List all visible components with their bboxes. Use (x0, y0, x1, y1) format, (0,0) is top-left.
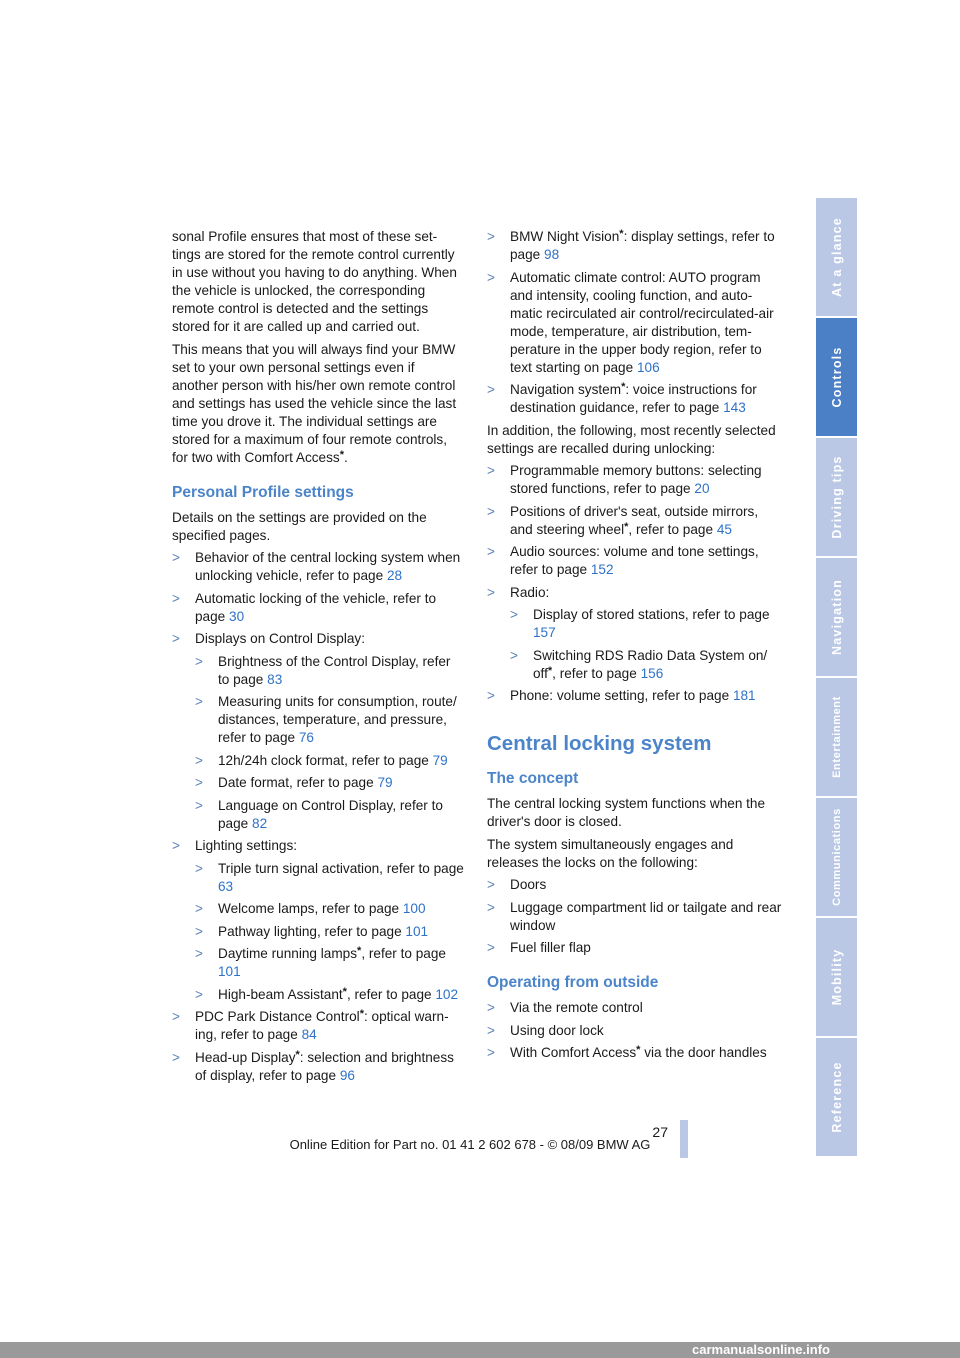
page-link[interactable]: 143 (723, 400, 746, 415)
tab-mobility[interactable]: Mobility (816, 918, 857, 1036)
bullet-arrow-icon: > (195, 946, 203, 961)
page-link[interactable]: 106 (636, 359, 660, 375)
list-item: > Behavior of the central locking system when unlocking vehicle, refer to page 28 (172, 550, 461, 583)
bullet-arrow-icon: > (195, 694, 203, 709)
bullet-arrow-icon: > (487, 503, 495, 519)
optional-equipment-star: * (624, 520, 629, 533)
page-number: 27 (652, 1124, 668, 1140)
list-item: > Fuel filler flap (487, 940, 591, 955)
bullet-arrow-icon: > (487, 1045, 495, 1060)
bullet-arrow-icon: > (195, 986, 203, 1002)
page-link[interactable]: 96 (339, 1067, 355, 1083)
chapter-sidebar (816, 198, 857, 1158)
bullet-arrow-icon: > (195, 797, 203, 813)
list-item: > Brightness of the Control Display, refer to page 83 (195, 653, 451, 687)
bullet-arrow-icon: > (195, 752, 203, 768)
page-link[interactable]: 181 (732, 688, 756, 703)
optional-equipment-star: * (621, 381, 626, 393)
list-item: > With Comfort Access* via the door handles (487, 1044, 767, 1060)
list-item: > PDC Park Distance Control*: optical warn-ing, refer to page 84 (172, 1008, 449, 1042)
list-item: > Via the remote control (487, 1000, 643, 1015)
right-column (487, 228, 783, 1067)
optional-equipment-star: * (295, 1048, 300, 1061)
list-item: > Automatic climate control: AUTO program and intensity, cooling function, and auto-matic recirculated air control/recirculated-air mode, temperature, air distribution, tem-perature in the upper body region, refer to text starting on page 106 (487, 269, 774, 375)
list-item: > Programmable memory buttons: selecting stored functions, refer to page 20 (487, 463, 762, 496)
page-link[interactable]: 98 (544, 247, 560, 262)
list-item: > BMW Night Vision*: display settings, refer to page 98 (487, 228, 775, 262)
page-link[interactable]: 101 (405, 923, 429, 939)
page-link[interactable]: 79 (432, 752, 448, 768)
list-item: > Triple turn signal activation, refer to page 63 (195, 860, 464, 894)
sub-list (195, 860, 464, 1004)
tab-controls[interactable]: Controls (816, 318, 857, 436)
optional-equipment-star: * (619, 228, 624, 240)
sub-list (510, 606, 783, 683)
section-heading: Personal Profile settings (172, 483, 354, 501)
tab-navigation[interactable]: Navigation (816, 558, 857, 676)
list-item: > High-beam Assistant*, refer to page 102 (195, 985, 459, 1002)
left-column (172, 228, 464, 1089)
list-item: > Navigation system*: voice instructions for destination guidance, refer to page 143 (487, 381, 757, 415)
list-item: > Welcome lamps, refer to page 100 (195, 901, 426, 916)
list-item: > Radio: > Display of stored stations, refer to page 157 > Switching RDS Radio Data System on/ off*, refer to page 156 (487, 584, 783, 683)
page-link[interactable]: 20 (694, 481, 710, 496)
optional-equipment-star: * (342, 985, 347, 998)
list-item: > Doors (487, 877, 547, 892)
bullet-arrow-icon: > (195, 901, 203, 916)
list-item: > Head-up Display*: selection and brightness of display, refer to page 96 (172, 1048, 454, 1083)
paragraph: sonal Profile ensures that most of these set-tings are stored for the remote control currently in use without you having to do anything. When the vehicle is unlocked, the corresponding remote control is detected and the settings stored for it are called up and carried out. (172, 229, 457, 334)
list-item: > Positions of driver's seat, outside mirrors, and steering wheel*, refer to page 45 (487, 503, 759, 537)
list-item: > Switching RDS Radio Data System on/ off*, refer to page 156 (510, 647, 768, 681)
subsection-heading: The concept (487, 770, 579, 787)
page-link[interactable]: 100 (402, 901, 426, 916)
list-item: > Date format, refer to page 79 (195, 775, 393, 790)
paragraph: This means that you will always find your BMW set to your own personal settings even if another person with his/her own remote control and settings has used the vehicle since the last time you drove it. The individual settings are stored for a maximum of four remote controls, for two with Comfort Access*. (172, 341, 457, 465)
bullet-arrow-icon: > (172, 631, 180, 646)
list-item: > Lighting settings: > Triple turn signal activation, refer to page 63 > Welcome lamps, refer to page 100 > Pathway lighting, refer to page 101 > Daytime running lamps*, refer to page 101 > High-beam Assistant*, refer to page 102 (172, 838, 464, 1002)
list-item: > Pathway lighting, refer to page 101 (195, 923, 429, 939)
page-link[interactable]: 82 (252, 815, 268, 831)
optional-equipment-star: * (357, 945, 362, 957)
page-link[interactable]: 30 (229, 608, 245, 624)
bullet-arrow-icon: > (487, 544, 495, 559)
bullet-arrow-icon: > (487, 1022, 495, 1038)
section-title: Central locking system (487, 732, 712, 755)
page-link[interactable]: 152 (590, 562, 614, 577)
bullet-arrow-icon: > (172, 1049, 180, 1065)
optional-equipment-star: * (547, 664, 553, 677)
list-item: > Measuring units for consumption, route/ distances, temperature, and pressure, refer to page 76 (195, 694, 457, 745)
sub-list (195, 653, 464, 833)
page-link[interactable]: 76 (298, 730, 314, 745)
watermark-banner (0, 1342, 960, 1358)
bullet-arrow-icon: > (487, 463, 495, 478)
paragraph: In addition, the following, most recently selected settings are recalled during unlocking: (487, 422, 776, 456)
page-link[interactable]: 28 (386, 568, 403, 583)
subsection-heading: Operating from outside (487, 974, 659, 991)
paragraph: Details on the settings are provided on the specified pages. (172, 509, 427, 543)
bullet-arrow-icon: > (172, 838, 180, 853)
bullet-arrow-icon: > (487, 229, 495, 244)
bullet-arrow-icon: > (487, 877, 495, 892)
tab-communications[interactable]: Communications (816, 798, 857, 916)
page-link[interactable]: 79 (377, 775, 393, 790)
page-link[interactable]: 84 (301, 1027, 317, 1042)
bullet-arrow-icon: > (487, 269, 495, 285)
page-link[interactable]: 156 (640, 665, 664, 681)
list-item: > Using door lock (487, 1022, 604, 1038)
tab-at-a-glance[interactable]: At a glance (816, 198, 857, 316)
bullet-arrow-icon: > (487, 584, 495, 600)
list-item: > Automatic locking of the vehicle, refer to page 30 (172, 590, 437, 624)
paragraph: The central locking system functions when the driver's door is closed. (487, 796, 766, 829)
list-item: > 12h/24h clock format, refer to page 79 (195, 752, 448, 768)
optional-equipment-star: * (636, 1044, 641, 1056)
list-item: > Display of stored stations, refer to page 157 (510, 607, 770, 640)
bullet-arrow-icon: > (172, 1009, 180, 1024)
bullet-arrow-icon: > (172, 590, 180, 606)
bullet-arrow-icon: > (487, 1000, 495, 1015)
bullet-arrow-icon: > (195, 653, 203, 669)
list-item: > Language on Control Display, refer to page 82 (195, 797, 443, 831)
tab-reference[interactable]: Reference (816, 1038, 857, 1156)
list-item: > Luggage compartment lid or tailgate and rear window (487, 899, 782, 933)
bullet-arrow-icon: > (487, 899, 495, 915)
page-link[interactable]: 63 (218, 878, 234, 894)
bullet-arrow-icon: > (510, 647, 518, 663)
list-item: > Daytime running lamps*, refer to page 101 (195, 945, 446, 979)
bullet-arrow-icon: > (510, 607, 518, 622)
bullet-arrow-icon: > (195, 923, 203, 939)
bullet-arrow-icon: > (195, 775, 203, 790)
page-link[interactable]: 101 (218, 964, 241, 979)
list-item: > Audio sources: volume and tone settings, refer to page 152 (487, 544, 759, 577)
footer: Online Edition for Part no. 01 41 2 602 678 - © 08/09 BMW AG (289, 1137, 651, 1152)
bullet-arrow-icon: > (487, 940, 495, 955)
bullet-arrow-icon: > (172, 550, 180, 565)
watermark-text: carmanualsonline.info (692, 1342, 830, 1357)
list-item: > Phone: volume setting, refer to page 181 (487, 688, 756, 703)
optional-equipment-star: * (359, 1008, 364, 1020)
list-item: > Displays on Control Display: > Brightness of the Control Display, refer to page 83 > Measuring units for consumption, route/ distances, temperature, and pressure, refer to page 76 > 12h/24h clock format, refer to page 79 > Date format, refer to page 79 > Language on Control Display, refer to page 82 (172, 630, 464, 833)
page-link[interactable]: 157 (533, 625, 556, 640)
tab-entertainment[interactable]: Entertainment (816, 678, 857, 796)
page-link[interactable]: 102 (435, 986, 459, 1002)
page-link[interactable]: 83 (267, 671, 283, 687)
bullet-arrow-icon: > (487, 382, 495, 397)
bullet-arrow-icon: > (195, 860, 203, 876)
paragraph: The system simultaneously engages and releases the locks on the following: (487, 836, 734, 870)
tab-driving-tips[interactable]: Driving tips (816, 438, 857, 556)
bullet-arrow-icon: > (487, 688, 495, 703)
page-link[interactable]: 45 (716, 521, 732, 537)
